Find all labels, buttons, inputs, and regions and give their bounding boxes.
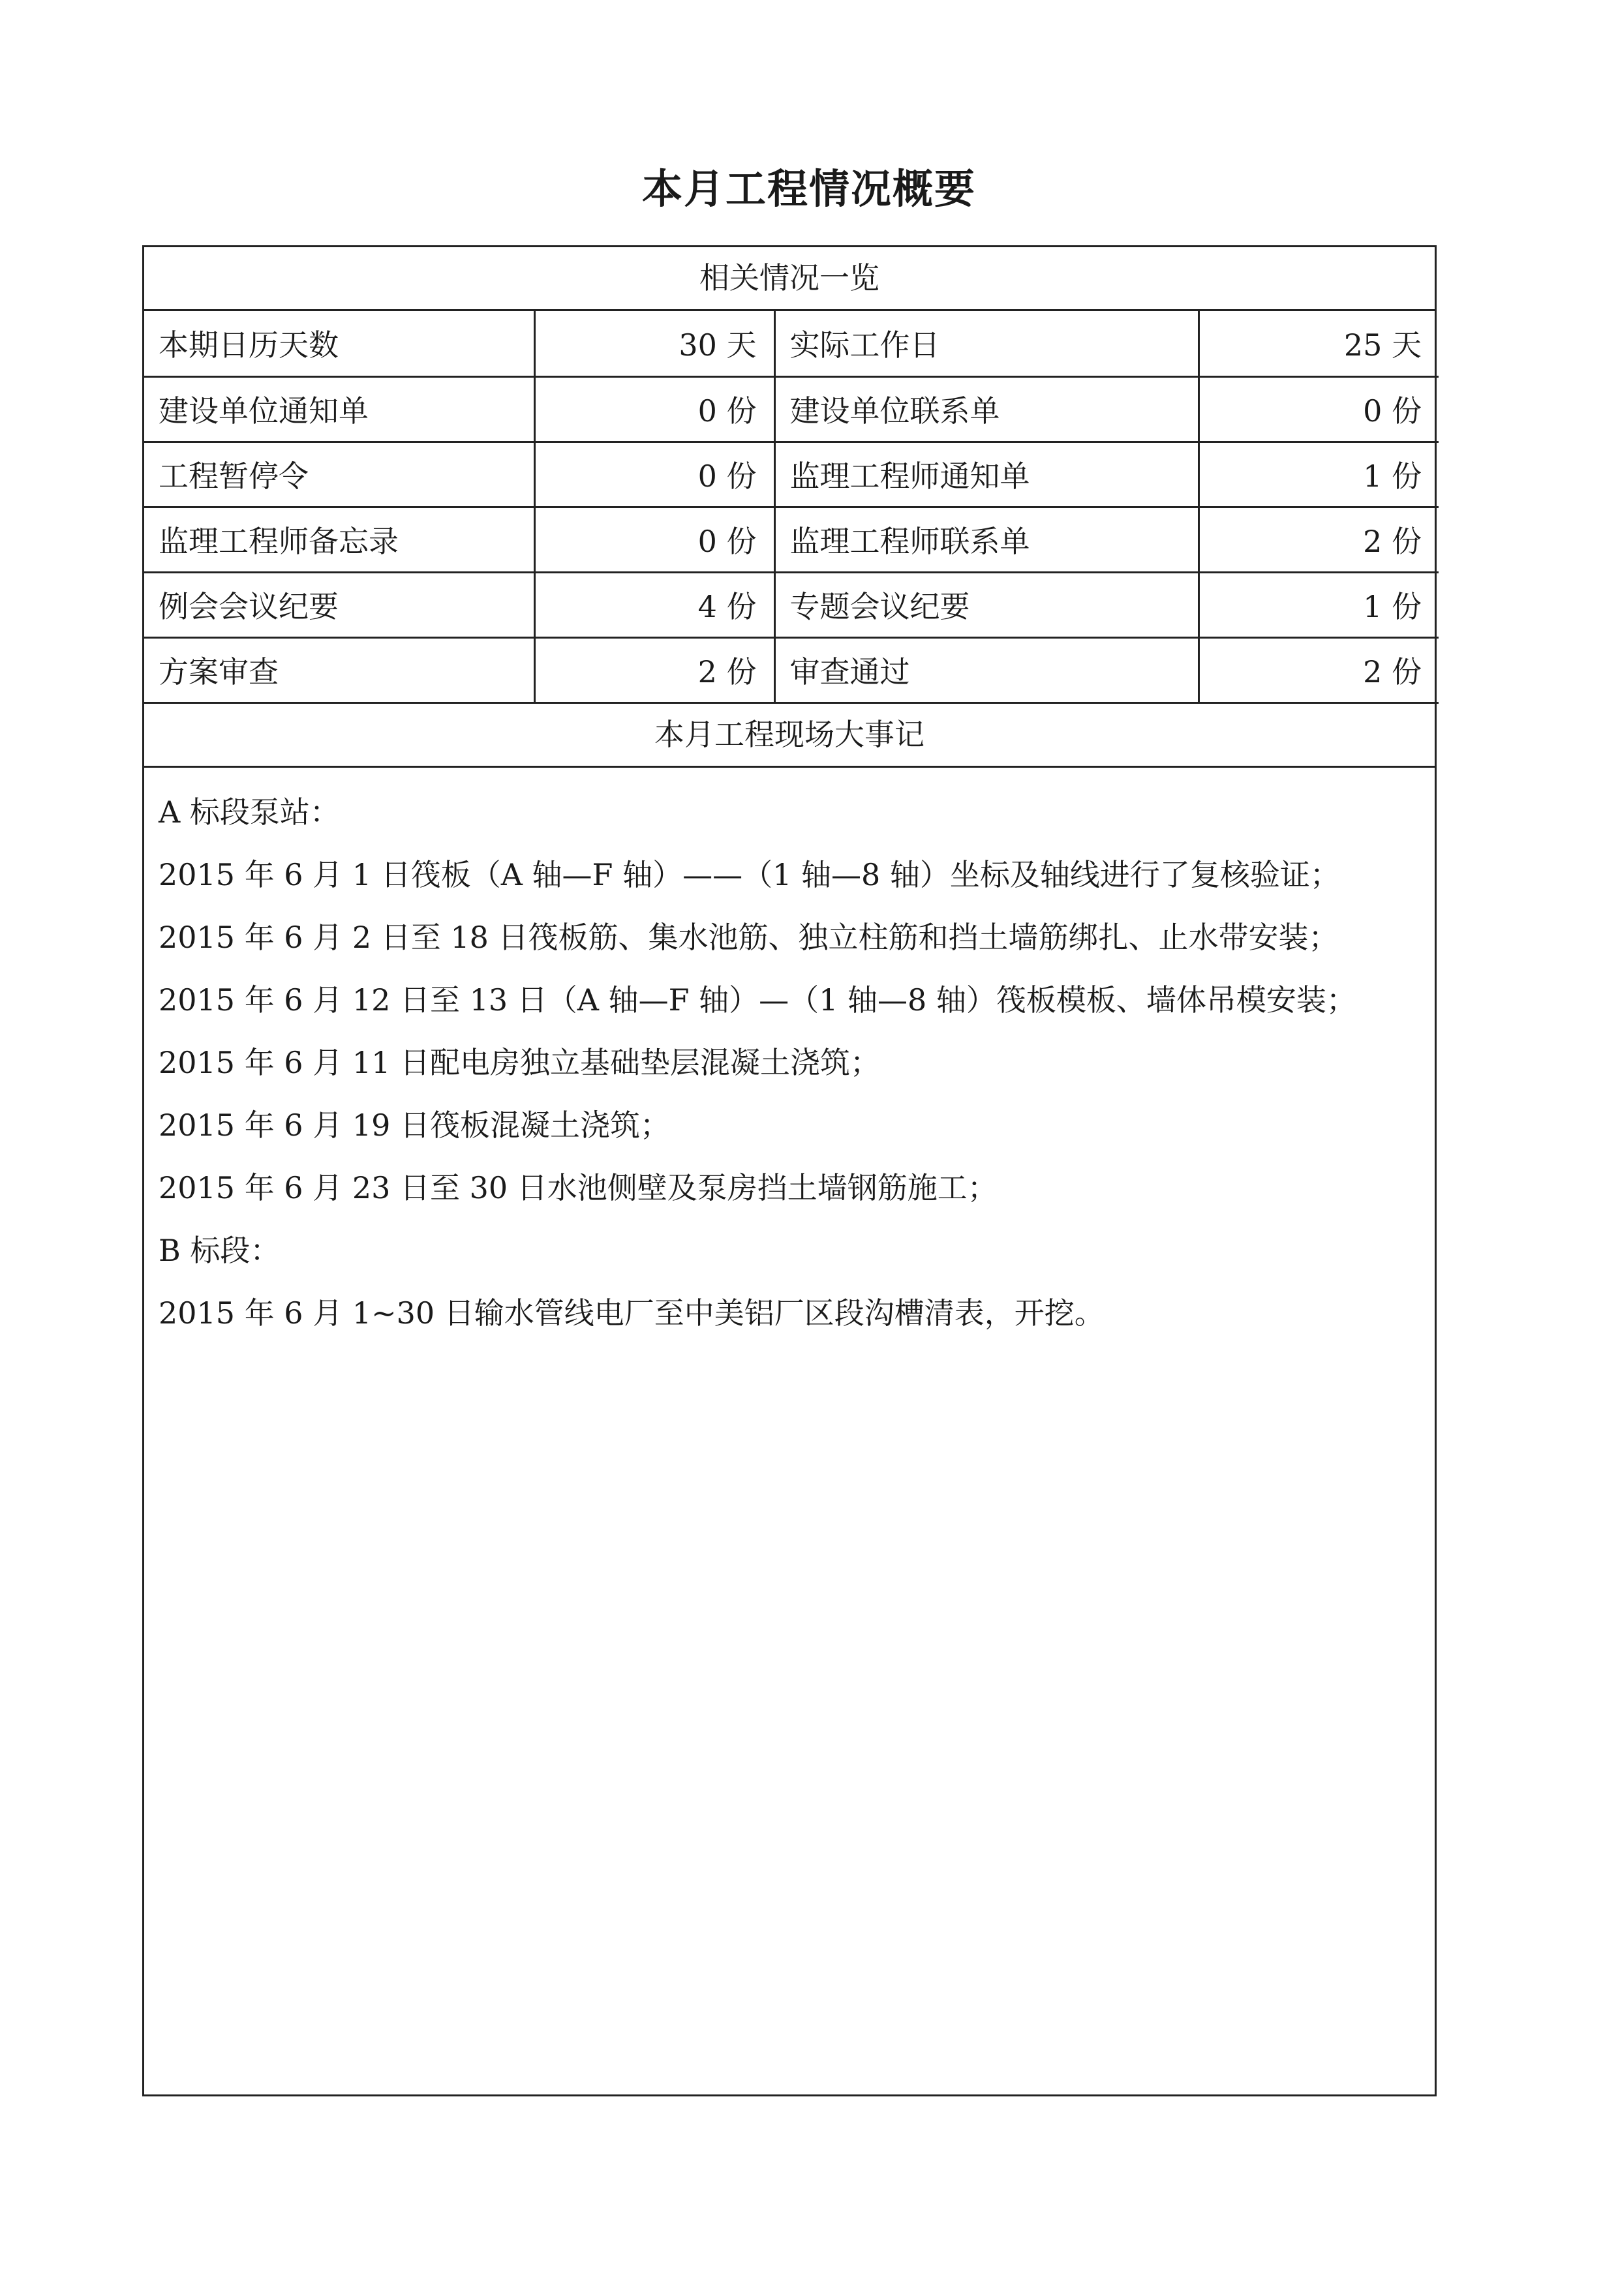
table-row [144, 376, 1439, 442]
stat-label: 监理工程师通知单 [774, 442, 1198, 507]
list-item: 2015 年 6 月 2 日至 18 日筏板筋、集水池筋、独立柱筋和挡土墙筋绑扎、止水带安装； [159, 919, 1339, 955]
overview-table [144, 311, 1439, 704]
stat-label: 实际工作日 [774, 311, 1198, 376]
stat-label: 本期日历天数 [144, 311, 534, 376]
stat-value: 0 份 [534, 507, 774, 572]
stat-value: 1 份 [1198, 442, 1439, 507]
stat-label: 审查通过 [774, 637, 1198, 702]
list-item: 2015 年 6 月 1~30 日输水管线电厂至中美铝厂区段沟槽清表，开挖。 [159, 1295, 1105, 1331]
list-item: 2015 年 6 月 12 日至 13 日（A 轴—F 轴）—（1 轴—8 轴）筏板模板、墙体吊模安装； [159, 982, 1356, 1018]
stat-label: 例会会议纪要 [144, 572, 534, 637]
summary-sheet [142, 245, 1437, 2096]
list-item: B 标段： [159, 1232, 281, 1268]
events-header: 本月工程现场大事记 [144, 704, 1435, 768]
table-row [144, 442, 1439, 507]
stat-value: 4 份 [534, 572, 774, 637]
stat-label: 建设单位联系单 [774, 376, 1198, 442]
stat-value: 2 份 [1198, 637, 1439, 702]
stat-label: 方案审查 [144, 637, 534, 702]
list-item: 2015 年 6 月 19 日筏板混凝土浇筑； [159, 1107, 670, 1143]
events-list [144, 768, 1435, 1344]
table-row [144, 572, 1439, 637]
list-item: A 标段泵站： [159, 794, 340, 830]
stat-value: 30 天 [534, 311, 774, 376]
table-row [144, 507, 1439, 572]
page-title: 本月工程情况概要 [641, 165, 976, 213]
stat-value: 0 份 [1198, 376, 1439, 442]
stat-label: 建设单位通知单 [144, 376, 534, 442]
list-item: 2015 年 6 月 11 日配电房独立基础垫层混凝土浇筑； [159, 1044, 880, 1080]
stat-value: 2 份 [534, 637, 774, 702]
table-row [144, 311, 1439, 376]
list-item: 2015 年 6 月 1 日筏板（A 轴—F 轴）——（1 轴—8 轴）坐标及轴线进行了复核验证； [159, 856, 1340, 892]
stat-value: 0 份 [534, 442, 774, 507]
stat-label: 专题会议纪要 [774, 572, 1198, 637]
stat-label: 监理工程师备忘录 [144, 507, 534, 572]
overview-header: 相关情况一览 [144, 247, 1435, 311]
stat-value: 0 份 [534, 376, 774, 442]
stat-label: 工程暂停令 [144, 442, 534, 507]
stat-label: 监理工程师联系单 [774, 507, 1198, 572]
stat-value: 1 份 [1198, 572, 1439, 637]
table-row [144, 637, 1439, 702]
stat-value: 25 天 [1198, 311, 1439, 376]
stat-value: 2 份 [1198, 507, 1439, 572]
list-item: 2015 年 6 月 23 日至 30 日水池侧壁及泵房挡土墙钢筋施工； [159, 1170, 998, 1205]
